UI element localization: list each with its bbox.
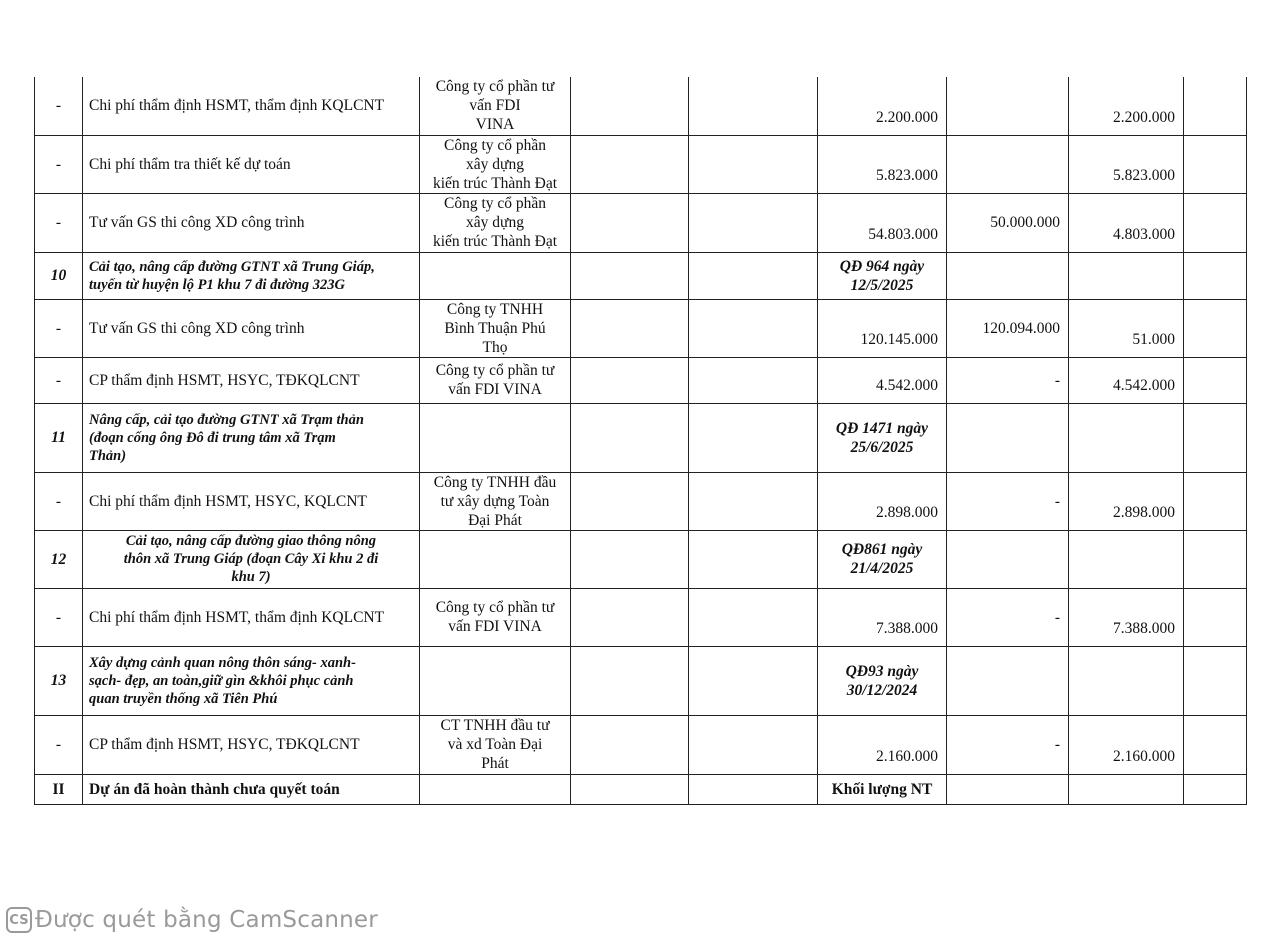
project-name [83, 403, 420, 472]
empty-cell [571, 472, 689, 530]
amount-remaining: 4.803.000 [1069, 193, 1184, 252]
decision-ref [818, 403, 947, 472]
project-name [83, 530, 420, 588]
project-group-row [35, 646, 1247, 715]
empty-cell [689, 715, 818, 774]
amount-paid: - [947, 715, 1069, 774]
unit-line: tư xây dựng Toàn [440, 492, 550, 510]
decision-ref-line: 30/12/2024 [846, 681, 918, 699]
section-row [35, 774, 1247, 804]
amount-remaining: 2.898.000 [1069, 472, 1184, 530]
amount-total: 2.200.000 [818, 77, 947, 135]
project-name-line: (đoạn cống ông Đô đi trung tâm xã Trạm [89, 429, 336, 446]
cost-item-name: Chi phí thẩm định HSMT, thẩm định KQLCNT [83, 77, 420, 135]
unit-cell [420, 588, 571, 646]
decision-ref-line: 21/4/2025 [850, 560, 914, 577]
table-row [35, 588, 1247, 646]
amount-paid: 50.000.000 [947, 193, 1069, 252]
decision-ref-line: QĐ861 ngày [841, 541, 923, 558]
amount-paid: - [947, 588, 1069, 646]
amount-paid [947, 135, 1069, 193]
empty-cell [947, 530, 1069, 588]
empty-cell [689, 299, 818, 357]
empty-cell [689, 646, 818, 715]
empty-cell [571, 135, 689, 193]
section-title: Dự án đã hoàn thành chưa quyết toán [83, 774, 420, 804]
unit-line: kiến trúc Thành Đạt [432, 174, 558, 192]
cost-item-name: Tư vấn GS thi công XD công trình [83, 299, 420, 357]
decision-ref [818, 530, 947, 588]
empty-cell [1069, 403, 1184, 472]
decision-ref [818, 252, 947, 299]
unit-line: Công ty TNHH đầu [433, 473, 557, 491]
unit-line: Công ty cổ phần tư [435, 78, 555, 96]
table-row [35, 357, 1247, 403]
project-name-line: sạch- đẹp, an toàn,giữ gìn &khôi phục cảnh [89, 672, 354, 689]
amount-remaining: 2.160.000 [1069, 715, 1184, 774]
amount-remaining: 5.823.000 [1069, 135, 1184, 193]
table-row [35, 715, 1247, 774]
empty-cell [1069, 530, 1184, 588]
amount-total: 120.145.000 [818, 299, 947, 357]
decision-ref-line: 25/6/2025 [850, 438, 914, 456]
decision-ref [818, 646, 947, 715]
project-group-row [35, 530, 1247, 588]
empty-cell [689, 135, 818, 193]
empty-cell [571, 530, 689, 588]
empty-cell [1184, 472, 1247, 530]
amount-total: 2.160.000 [818, 715, 947, 774]
decision-ref-line: QĐ 964 ngày [839, 257, 925, 275]
unit-line: vấn FDI [469, 97, 521, 115]
empty-cell [420, 252, 571, 299]
section-number: II [35, 774, 83, 804]
cost-item-name: Tư vấn GS thi công XD công trình [83, 193, 420, 252]
empty-cell [1184, 774, 1247, 804]
empty-cell [571, 357, 689, 403]
amount-total: 2.898.000 [818, 472, 947, 530]
project-name [83, 646, 420, 715]
amount-paid: 120.094.000 [947, 299, 1069, 357]
decision-ref-line: QĐ93 ngày [845, 662, 919, 680]
empty-cell [1184, 77, 1247, 135]
table-row [35, 77, 1247, 135]
unit-line: Phát [481, 755, 509, 772]
unit-line: Đại Phát [468, 511, 522, 529]
empty-cell [571, 774, 689, 804]
empty-cell [1184, 403, 1247, 472]
unit-line: xây dựng [466, 155, 524, 173]
row-marker: - [35, 357, 83, 403]
decision-ref-line: 12/5/2025 [850, 276, 914, 294]
unit-line: xây dựng [466, 214, 524, 231]
empty-cell [689, 588, 818, 646]
empty-cell [571, 299, 689, 357]
empty-cell [689, 77, 818, 135]
unit-cell [420, 135, 571, 193]
empty-cell [947, 774, 1069, 804]
empty-cell [689, 403, 818, 472]
camscanner-watermark [6, 906, 378, 934]
row-marker: - [35, 135, 83, 193]
amount-total: 7.388.000 [818, 588, 947, 646]
row-marker: - [35, 193, 83, 252]
amount-total: 4.542.000 [818, 357, 947, 403]
empty-cell [571, 403, 689, 472]
amount-paid: - [947, 357, 1069, 403]
project-number: 12 [35, 530, 83, 588]
empty-cell [1184, 715, 1247, 774]
cost-item-name: CP thẩm định HSMT, HSYC, TĐKQLCNT [83, 715, 420, 774]
amount-total: 5.823.000 [818, 135, 947, 193]
cost-item-name: CP thẩm định HSMT, HSYC, TĐKQLCNT [83, 357, 420, 403]
cost-item-name: Chi phí thẩm định HSMT, thẩm định KQLCNT [83, 588, 420, 646]
project-name-line: khu 7) [231, 569, 271, 585]
empty-cell [1184, 193, 1247, 252]
unit-line: vấn FDI VINA [448, 618, 542, 635]
empty-cell [420, 530, 571, 588]
unit-line: VINA [475, 116, 515, 134]
empty-cell [947, 252, 1069, 299]
cost-item-name: Chi phí thẩm tra thiết kế dự toán [83, 135, 420, 193]
project-number: 10 [35, 252, 83, 299]
unit-cell [420, 193, 571, 252]
unit-line: vấn FDI VINA [448, 381, 542, 398]
unit-line: Công ty TNHH [446, 300, 544, 318]
project-name-line: Xây dựng cảnh quan nông thôn sáng- xanh- [89, 654, 356, 671]
unit-line: Thọ [482, 338, 508, 356]
empty-cell [1184, 252, 1247, 299]
empty-cell [571, 715, 689, 774]
empty-cell [689, 472, 818, 530]
empty-cell [571, 588, 689, 646]
empty-cell [1069, 646, 1184, 715]
empty-cell [420, 646, 571, 715]
table-row [35, 472, 1247, 530]
empty-cell [689, 530, 818, 588]
empty-cell [1184, 588, 1247, 646]
empty-cell [1069, 252, 1184, 299]
row-marker: - [35, 472, 83, 530]
table-body [35, 77, 1247, 804]
empty-cell [571, 646, 689, 715]
row-marker: - [35, 77, 83, 135]
project-group-row [35, 252, 1247, 299]
amount-remaining: 51.000 [1069, 299, 1184, 357]
unit-line: kiến trúc Thành Đạt [432, 233, 558, 250]
amount-remaining: 7.388.000 [1069, 588, 1184, 646]
empty-cell [420, 403, 571, 472]
project-name-line: Cải tạo, nâng cấp đường giao thông nông [125, 533, 377, 549]
amount-paid [947, 77, 1069, 135]
unit-line: CT TNHH đầu tư [440, 717, 550, 734]
row-marker: - [35, 715, 83, 774]
project-name-line: Cải tạo, nâng cấp đường GTNT xã Trung Giáp, [89, 258, 375, 275]
unit-line: Công ty cổ phần tư [435, 362, 555, 379]
decision-ref-line: QĐ 1471 ngày [835, 419, 929, 437]
camscanner-logo-icon: CS [6, 907, 32, 933]
empty-cell [1069, 774, 1184, 804]
empty-cell [420, 774, 571, 804]
unit-cell [420, 357, 571, 403]
empty-cell [947, 646, 1069, 715]
cost-item-name: Chi phí thẩm định HSMT, HSYC, KQLCNT [83, 472, 420, 530]
empty-cell [689, 774, 818, 804]
table-row [35, 299, 1247, 357]
project-group-row [35, 403, 1247, 472]
table-row [35, 193, 1247, 252]
unit-cell [420, 715, 571, 774]
empty-cell [1184, 299, 1247, 357]
unit-line: Công ty cổ phần tư [435, 599, 555, 616]
unit-line: Công ty cổ phần [443, 136, 547, 154]
project-name-line: Thản) [89, 447, 127, 464]
amount-remaining: 4.542.000 [1069, 357, 1184, 403]
project-name [83, 252, 420, 299]
watermark-text: Được quét bằng CamScanner [35, 907, 378, 933]
project-number: 11 [35, 403, 83, 472]
unit-cell [420, 77, 571, 135]
table-row [35, 135, 1247, 193]
project-name-line: thôn xã Trung Giáp (đoạn Cây Xi khu 2 đi [123, 551, 379, 567]
empty-cell [689, 357, 818, 403]
unit-line: Công ty cổ phần [443, 195, 547, 212]
section-note: Khối lượng NT [818, 774, 947, 804]
amount-paid: - [947, 472, 1069, 530]
project-name-line: Nâng cấp, cải tạo đường GTNT xã Trạm thản [89, 411, 364, 428]
empty-cell [1184, 357, 1247, 403]
empty-cell [1184, 530, 1247, 588]
empty-cell [689, 193, 818, 252]
empty-cell [571, 77, 689, 135]
unit-cell [420, 299, 571, 357]
unit-cell [420, 472, 571, 530]
empty-cell [1184, 135, 1247, 193]
empty-cell [947, 403, 1069, 472]
project-number: 13 [35, 646, 83, 715]
row-marker: - [35, 588, 83, 646]
amount-total: 54.803.000 [818, 193, 947, 252]
expense-table [34, 77, 1247, 805]
empty-cell [571, 252, 689, 299]
amount-remaining: 2.200.000 [1069, 77, 1184, 135]
empty-cell [1184, 646, 1247, 715]
unit-line: Bình Thuận Phú [444, 319, 546, 337]
row-marker: - [35, 299, 83, 357]
empty-cell [689, 252, 818, 299]
project-name-line: tuyến từ huyện lộ P1 khu 7 đi đường 323G [89, 276, 345, 293]
unit-line: và xd Toàn Đại [447, 736, 543, 753]
project-name-line: quan truyền thống xã Tiên Phú [89, 690, 278, 707]
empty-cell [571, 193, 689, 252]
